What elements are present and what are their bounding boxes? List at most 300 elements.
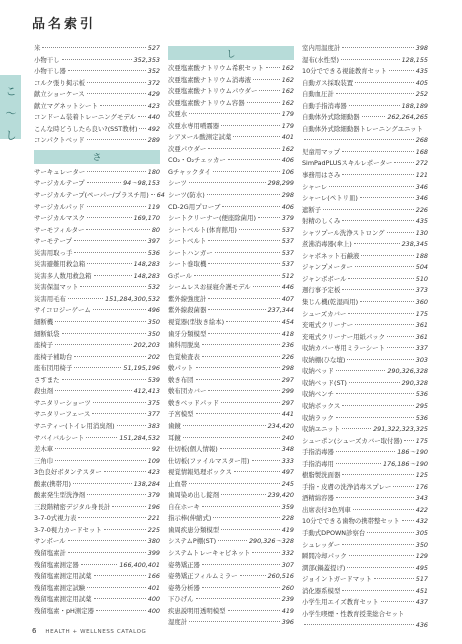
dot-leader — [80, 286, 145, 287]
entry-name: シアヌール酸測定試薬 — [168, 133, 232, 142]
entry-name: サージカルテープ — [34, 179, 85, 188]
index-entry[interactable] — [34, 490, 160, 502]
index-entry[interactable] — [34, 583, 160, 595]
index-entry[interactable] — [302, 609, 428, 621]
dot-leader — [348, 278, 413, 279]
entry-name: シート巻取機 — [168, 260, 207, 269]
entry-page: 361 — [415, 321, 428, 330]
index-entry[interactable] — [302, 401, 428, 413]
dot-leader — [342, 289, 413, 290]
entry-page: 406 — [281, 156, 294, 165]
index-entry[interactable] — [168, 167, 294, 179]
dot-leader — [329, 186, 413, 187]
dot-leader — [208, 309, 265, 310]
dot-leader — [355, 324, 414, 325]
index-entry[interactable] — [302, 309, 428, 321]
entry-page: 162 — [281, 98, 294, 107]
dot-leader — [208, 298, 279, 299]
index-entry[interactable] — [302, 540, 428, 552]
index-entry[interactable] — [34, 525, 160, 537]
dot-leader — [87, 171, 146, 172]
index-entry[interactable] — [34, 124, 160, 136]
entry-name: サニティー(トイレ用消臭剤) — [34, 421, 115, 430]
dot-leader — [360, 197, 414, 198]
entry-name: 遮断子 — [302, 205, 322, 214]
entry-page: 536 — [147, 248, 160, 257]
dot-leader — [221, 494, 265, 495]
entry-name: 座椅子補助台 — [34, 352, 73, 361]
entry-page: 291,322,323,325 — [373, 425, 428, 434]
entry-page: 188,189 — [401, 101, 428, 110]
index-entry[interactable] — [168, 329, 294, 341]
entry-page: 175 — [415, 309, 428, 318]
index-entry[interactable] — [34, 352, 160, 364]
dot-leader — [68, 540, 146, 541]
dot-leader — [196, 598, 280, 599]
index-entry[interactable] — [302, 459, 428, 471]
index-entry[interactable] — [302, 586, 428, 598]
dot-leader — [86, 437, 117, 438]
index-entry[interactable] — [34, 606, 160, 618]
index-entry[interactable] — [302, 528, 428, 540]
entry-name: 小学生喫煙・性教育授業総合セット — [302, 609, 405, 618]
dot-leader — [221, 402, 280, 403]
index-entry[interactable] — [302, 320, 428, 332]
index-entry[interactable] — [168, 502, 294, 514]
dot-leader — [74, 367, 121, 368]
dot-leader — [404, 440, 414, 441]
index-tab[interactable] — [0, 75, 21, 142]
index-entry[interactable] — [302, 470, 428, 482]
index-entry[interactable] — [168, 560, 294, 572]
entry-page: 239,420 — [267, 491, 294, 500]
index-entry[interactable] — [302, 205, 428, 217]
entry-name: 残留塩素測定用試薬 — [34, 572, 92, 581]
index-entry[interactable] — [168, 144, 294, 156]
dot-leader — [387, 336, 414, 337]
entry-name: シートベルト(体育館用) — [168, 225, 237, 234]
index-entry[interactable] — [34, 112, 160, 124]
entry-page: 202,203 — [133, 341, 160, 350]
index-entry[interactable] — [168, 271, 294, 283]
entry-page: 225 — [147, 525, 160, 534]
dot-leader — [253, 79, 280, 80]
index-entry[interactable] — [34, 479, 160, 491]
dot-leader — [336, 497, 414, 498]
index-entry[interactable] — [168, 536, 294, 548]
dot-leader — [68, 552, 146, 553]
entry-page: 129 — [415, 552, 428, 561]
dot-leader — [341, 59, 400, 60]
index-entry[interactable] — [168, 236, 294, 248]
index-entry[interactable] — [168, 571, 294, 583]
index-entry[interactable] — [302, 101, 428, 113]
dot-leader — [139, 128, 145, 129]
index-entry[interactable] — [34, 340, 160, 352]
dot-leader — [336, 93, 414, 94]
dot-leader — [68, 70, 146, 71]
index-entry[interactable] — [34, 259, 160, 271]
dot-leader — [62, 333, 146, 334]
entry-name: サーキュレーター — [34, 167, 86, 176]
entry-name: サージカルマスク — [34, 214, 85, 223]
index-entry[interactable] — [168, 525, 294, 537]
index-entry[interactable] — [168, 352, 294, 364]
dot-leader — [353, 509, 414, 510]
index-entry[interactable] — [302, 285, 428, 297]
index-entry[interactable] — [34, 317, 160, 329]
entry-name: CO₂・O₂チェッカー — [168, 156, 226, 165]
index-entry[interactable] — [34, 329, 160, 341]
index-entry[interactable] — [302, 343, 428, 355]
index-entry[interactable] — [34, 55, 160, 67]
index-entry[interactable] — [302, 158, 428, 170]
index-entry[interactable] — [168, 109, 294, 121]
entry-page: 401 — [147, 583, 160, 592]
index-entry[interactable] — [168, 513, 294, 525]
entry-page: 432 — [415, 517, 428, 526]
index-entry[interactable] — [168, 479, 294, 491]
index-entry[interactable] — [168, 386, 294, 398]
index-entry[interactable] — [168, 317, 294, 329]
index-entry[interactable] — [302, 251, 428, 263]
entry-page: 350 — [415, 540, 428, 549]
index-entry[interactable] — [34, 294, 160, 306]
dot-leader — [81, 564, 118, 565]
dot-leader — [355, 266, 414, 267]
entry-page: 299 — [281, 387, 294, 396]
index-entry[interactable] — [302, 228, 428, 240]
index-entry[interactable] — [302, 55, 428, 67]
entry-page: 495 — [415, 563, 428, 572]
index-entry[interactable] — [34, 571, 160, 583]
index-entry[interactable] — [302, 447, 428, 459]
index-entry[interactable] — [168, 225, 294, 237]
index-entry[interactable] — [34, 594, 160, 606]
index-entry[interactable] — [302, 563, 428, 575]
entry-name: 差木車 — [34, 445, 54, 454]
entry-name: 自動血圧計 — [302, 90, 334, 99]
index-entry[interactable] — [34, 66, 160, 78]
index-entry[interactable] — [34, 386, 160, 398]
index-entry[interactable] — [302, 516, 428, 528]
entry-page: 379 — [281, 214, 294, 223]
entry-page: 352,353 — [133, 55, 160, 64]
entry-page: 418 — [281, 329, 294, 338]
entry-page: 51,195,196 — [123, 364, 160, 373]
index-entry[interactable] — [302, 355, 428, 367]
entry-name: 樹脂製洗面器 — [302, 471, 341, 480]
index-entry[interactable] — [302, 413, 428, 425]
index-entry[interactable] — [34, 433, 160, 445]
index-entry[interactable] — [168, 75, 294, 87]
index-entry[interactable] — [302, 332, 428, 344]
entry-page: 80 — [151, 225, 160, 234]
entry-name: 集じん機(乾湿両用) — [302, 298, 359, 307]
entry-page: 176,186〜190 — [382, 459, 428, 468]
index-group-header: さ — [34, 150, 160, 164]
index-entry[interactable] — [34, 202, 160, 214]
index-entry[interactable] — [302, 597, 428, 609]
index-entry[interactable] — [302, 389, 428, 401]
entry-page: 106 — [281, 167, 294, 176]
index-entry[interactable] — [34, 536, 160, 548]
entry-page: 226 — [281, 352, 294, 361]
index-entry[interactable] — [168, 282, 294, 294]
entry-name: シャツプール洗浄ストロング — [302, 228, 385, 237]
index-entry[interactable] — [34, 213, 160, 225]
entry-page: 359 — [281, 502, 294, 511]
index-entry[interactable] — [302, 493, 428, 505]
entry-name: シートハンガー — [168, 248, 213, 257]
dot-leader — [138, 116, 146, 117]
index-entry[interactable] — [302, 262, 428, 274]
index-entry[interactable] — [168, 490, 294, 502]
dot-leader — [208, 390, 279, 391]
index-entry[interactable] — [168, 98, 294, 110]
entry-name: 週行事予定板 — [302, 286, 341, 295]
index-entry[interactable] — [302, 170, 428, 182]
index-entry[interactable] — [302, 193, 428, 205]
index-entry[interactable] — [302, 274, 428, 286]
dot-leader — [189, 621, 280, 622]
dot-leader — [259, 90, 279, 91]
index-entry[interactable] — [168, 213, 294, 225]
dot-leader — [387, 232, 414, 233]
index-entry[interactable] — [168, 594, 294, 606]
index-entry[interactable] — [168, 467, 294, 479]
index-entry[interactable] — [302, 574, 428, 586]
entry-page: 423 — [147, 101, 160, 110]
index-group-header: し — [168, 46, 294, 60]
index-entry[interactable] — [34, 167, 160, 179]
dot-leader — [55, 344, 131, 345]
entry-page: 260,516 — [267, 572, 294, 581]
index-entry[interactable] — [168, 340, 294, 352]
index-column-1 — [34, 43, 165, 617]
index-entry[interactable] — [168, 583, 294, 595]
index-entry[interactable] — [168, 86, 294, 98]
entry-name: 収納ベンチ — [302, 390, 334, 399]
entry-name: コンパクトベッド — [34, 136, 85, 145]
index-entry[interactable] — [34, 89, 160, 101]
dot-leader — [342, 151, 414, 152]
entry-page: 252 — [415, 90, 428, 99]
entry-page: 186〜190 — [397, 448, 428, 457]
entry-page: 346 — [415, 182, 428, 191]
index-entry[interactable] — [168, 548, 294, 560]
entry-name: 災害用取っ手 — [34, 248, 73, 257]
index-entry[interactable] — [34, 363, 160, 375]
dot-leader — [94, 598, 146, 599]
entry-name: 残留塩素・pH測定器 — [34, 606, 94, 615]
index-entry[interactable] — [168, 248, 294, 260]
entry-page: 350 — [147, 318, 160, 327]
dot-leader — [117, 425, 146, 426]
dot-leader — [342, 428, 371, 429]
entry-name: 殺虫剤 — [34, 387, 54, 396]
dot-leader — [104, 471, 146, 472]
index-entry[interactable] — [302, 297, 428, 309]
entry-name: 座椅子 — [34, 341, 54, 350]
dot-leader — [347, 359, 413, 360]
entry-page: 406 — [281, 202, 294, 211]
entry-name: 災害避難用救急箱 — [34, 260, 86, 269]
dot-leader — [93, 402, 146, 403]
index-entry[interactable] — [168, 190, 294, 202]
index-entry[interactable] — [168, 409, 294, 421]
dot-leader — [342, 220, 413, 221]
index-entry[interactable] — [168, 606, 294, 618]
index-entry[interactable] — [168, 259, 294, 271]
index-entry[interactable] — [168, 63, 294, 75]
entry-page: 527 — [147, 44, 160, 52]
entry-name: 3色良好ボタンテスター — [34, 468, 102, 477]
index-entry[interactable] — [302, 112, 428, 124]
dot-leader — [252, 552, 279, 553]
index-entry[interactable] — [302, 551, 428, 563]
entry-name: 室内用温度計 — [302, 44, 341, 52]
index-entry[interactable] — [34, 398, 160, 410]
index-entry[interactable] — [302, 43, 428, 55]
index-entry[interactable] — [168, 421, 294, 433]
index-entry[interactable] — [302, 135, 428, 147]
index-entry[interactable] — [302, 147, 428, 159]
index-entry[interactable] — [302, 620, 428, 632]
index-entry[interactable] — [302, 124, 428, 136]
entry-page: 94〜98,153 — [123, 179, 160, 188]
entry-page: 148,283 — [133, 271, 160, 280]
index-entry[interactable] — [34, 548, 160, 560]
index-entry[interactable] — [34, 467, 160, 479]
index-entry[interactable] — [34, 190, 165, 202]
index-entry[interactable] — [168, 178, 294, 190]
dot-leader — [394, 162, 413, 163]
index-entry[interactable] — [168, 294, 294, 306]
index-entry[interactable] — [168, 398, 294, 410]
index-entry[interactable] — [168, 433, 294, 445]
entry-page: 119 — [147, 202, 160, 211]
dot-leader — [202, 587, 280, 588]
index-entry[interactable] — [302, 482, 428, 494]
index-entry[interactable] — [34, 421, 160, 433]
index-entry[interactable] — [34, 409, 160, 421]
index-entry[interactable] — [168, 305, 294, 317]
index-entry[interactable] — [34, 248, 160, 260]
entry-page: 510 — [415, 274, 428, 283]
entry-name: 手指消毒用 — [302, 459, 334, 468]
index-entry[interactable] — [34, 101, 160, 113]
index-entry[interactable] — [302, 366, 428, 378]
entry-page: 348 — [281, 445, 294, 454]
entry-name: 細断機 — [34, 318, 54, 327]
entry-name: 下ひげん — [168, 595, 194, 604]
index-entry[interactable] — [168, 456, 294, 468]
index-entry[interactable] — [34, 444, 160, 456]
entry-page: 298 — [281, 364, 294, 373]
dot-leader — [87, 93, 146, 94]
index-entry[interactable] — [34, 560, 160, 572]
dot-leader — [87, 494, 146, 495]
dot-leader — [196, 367, 280, 368]
entry-page: 437 — [415, 598, 428, 607]
index-entry[interactable] — [34, 456, 160, 468]
entry-page: 162 — [281, 144, 294, 153]
entry-page: 373 — [415, 286, 428, 295]
index-entry[interactable] — [302, 182, 428, 194]
entry-name: Gボール — [168, 271, 192, 280]
entry-name: 手指・皮膚の洗浄消毒スプレー — [302, 482, 392, 491]
index-entry[interactable] — [34, 135, 160, 147]
index-entry[interactable] — [34, 225, 160, 237]
entry-name: 仕切板(ファイルマスター用) — [168, 456, 250, 465]
index-entry[interactable] — [34, 236, 160, 248]
dot-leader — [226, 321, 280, 322]
index-entry[interactable] — [302, 216, 428, 228]
index-entry[interactable] — [168, 132, 294, 144]
dot-leader — [62, 59, 132, 60]
index-entry[interactable] — [34, 43, 160, 55]
index-entry[interactable] — [168, 121, 294, 133]
dot-leader — [342, 174, 413, 175]
index-entry[interactable] — [302, 78, 428, 90]
entry-page: 64 — [156, 191, 165, 200]
index-entry[interactable] — [302, 436, 428, 448]
entry-name: サイコロジーゲーム — [34, 306, 91, 315]
index-entry[interactable] — [168, 155, 294, 167]
dot-leader — [202, 344, 280, 345]
index-entry[interactable] — [168, 363, 294, 375]
entry-name: シートベルト — [168, 237, 207, 246]
entry-page: 504 — [415, 263, 428, 272]
entry-page: 361 — [415, 332, 428, 341]
index-entry[interactable] — [34, 375, 160, 387]
index-entry[interactable] — [34, 305, 160, 317]
dot-leader — [74, 240, 146, 241]
index-entry[interactable] — [168, 444, 294, 456]
index-entry[interactable] — [34, 78, 160, 90]
index-entry[interactable] — [34, 271, 160, 283]
entry-page: 290,328 — [401, 378, 428, 387]
index-entry[interactable] — [302, 89, 428, 101]
index-entry[interactable] — [34, 178, 160, 190]
entry-page: 240 — [281, 433, 294, 442]
index-entry[interactable] — [302, 239, 428, 251]
dot-leader — [402, 520, 414, 521]
dot-leader — [381, 601, 414, 602]
index-entry[interactable] — [168, 375, 294, 387]
entry-name: 災害保温マット — [34, 283, 79, 292]
index-entry[interactable] — [34, 502, 160, 514]
entry-name: 消化器系模型 — [302, 586, 341, 595]
index-entry[interactable] — [302, 66, 428, 78]
entry-page: 239 — [281, 595, 294, 604]
entry-page: 419 — [281, 606, 294, 615]
entry-page: 497 — [281, 468, 294, 477]
dot-leader — [104, 529, 146, 530]
index-entry[interactable] — [302, 424, 428, 436]
index-entry[interactable] — [302, 378, 428, 390]
entry-name: 次亜塩素酸ナトリウムパウダー — [168, 87, 258, 96]
index-entry[interactable] — [168, 202, 294, 214]
entry-name: 紫外線殺菌器 — [168, 306, 207, 315]
index-entry[interactable] — [168, 617, 294, 629]
index-entry[interactable] — [34, 282, 160, 294]
index-entry[interactable] — [302, 505, 428, 517]
entry-name: 子宮模型 — [168, 410, 194, 419]
dot-leader — [62, 379, 146, 380]
index-entry[interactable] — [34, 513, 160, 525]
